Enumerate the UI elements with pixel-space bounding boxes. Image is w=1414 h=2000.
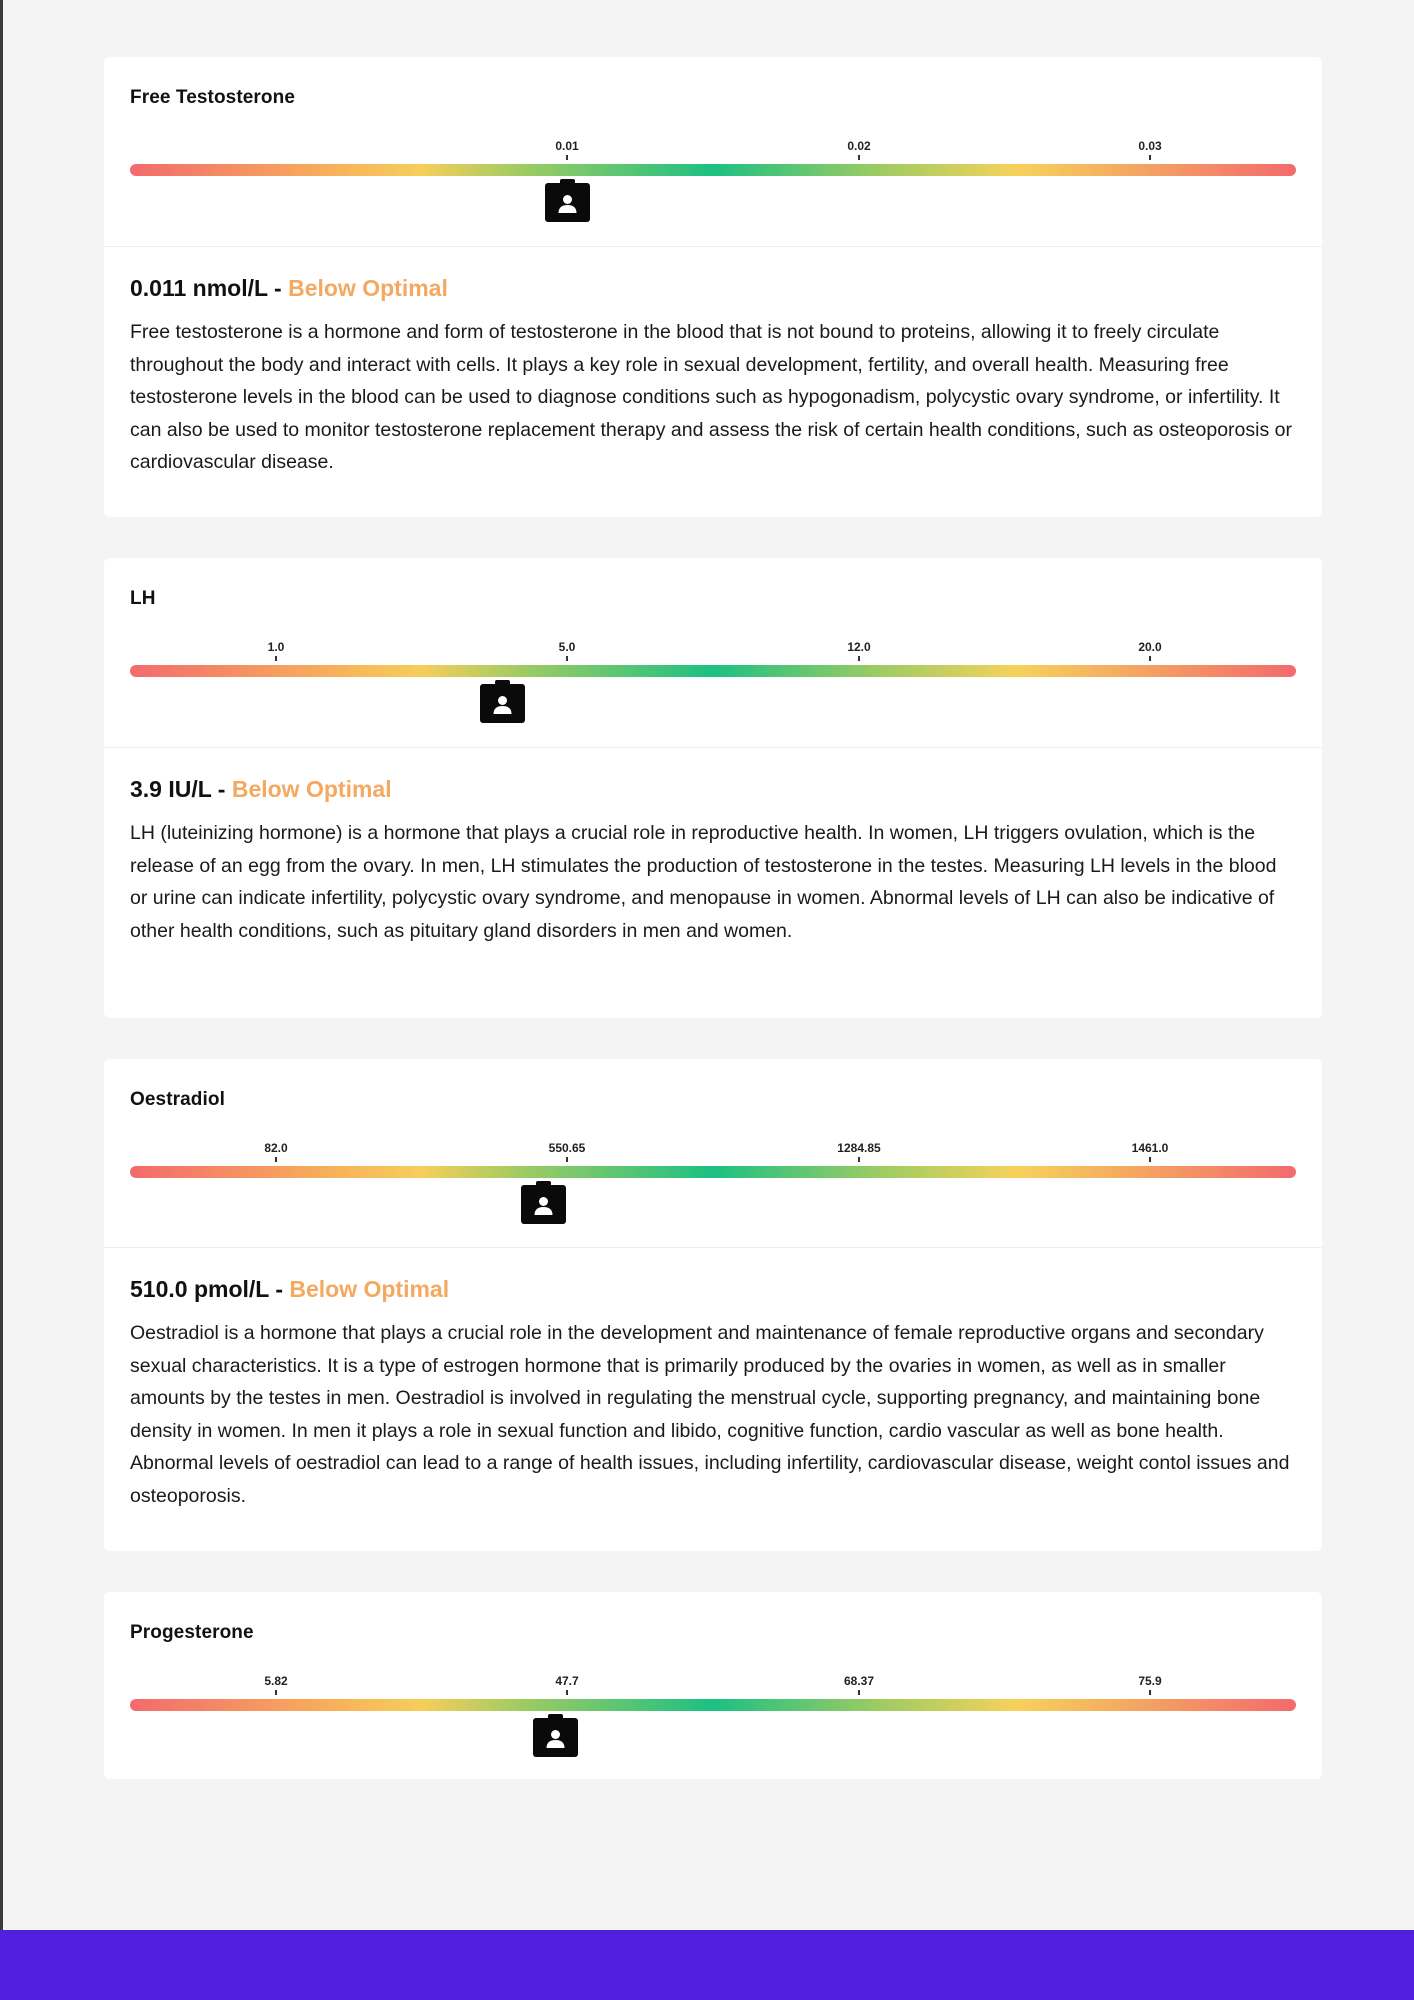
biomarker-title: LH <box>130 588 156 609</box>
tick-label: 5.82 <box>264 1674 288 1688</box>
gauge-section <box>104 1592 1322 1779</box>
result-separator: - <box>217 776 226 802</box>
tick-mark <box>566 155 568 160</box>
tick-mark <box>275 656 277 661</box>
gauge-section <box>104 558 1322 747</box>
result-section <box>104 1248 1322 1542</box>
gauge-section <box>104 1059 1322 1247</box>
tick-mark <box>858 1157 860 1162</box>
user-result-marker <box>533 1718 578 1757</box>
tick-mark <box>566 1157 568 1162</box>
tick-label: 0.02 <box>847 139 871 153</box>
tick-mark <box>858 1690 860 1695</box>
biomarker-title: Oestradiol <box>130 1089 225 1110</box>
result-status: Below Optimal <box>288 275 448 301</box>
tick-label: 5.0 <box>558 640 576 654</box>
tick-mark <box>1149 155 1151 160</box>
tick-mark <box>275 1157 277 1162</box>
tick-label: 47.7 <box>555 1674 579 1688</box>
result-status: Below Optimal <box>289 1276 450 1302</box>
result-line <box>130 1276 1296 1303</box>
tick-mark <box>275 1690 277 1695</box>
tick-label: 68.37 <box>843 1674 875 1688</box>
tick-label: 82.0 <box>264 1141 288 1155</box>
biomarker-card-lh <box>104 558 1322 1018</box>
user-result-marker <box>545 183 590 222</box>
person-badge-icon <box>545 1729 566 1749</box>
range-gauge-bar <box>130 665 1296 677</box>
range-gauge-bar <box>130 1166 1296 1178</box>
tick-label: 0.01 <box>555 139 579 153</box>
range-gauge-bar <box>130 1699 1296 1711</box>
tick-label: 20.0 <box>1138 640 1162 654</box>
tick-label: 550.65 <box>548 1141 586 1155</box>
biomarker-title: Free Testosterone <box>130 87 296 108</box>
result-separator: - <box>275 1276 283 1302</box>
biomarker-card-progesterone <box>104 1592 1322 1779</box>
person-badge-icon <box>557 194 578 214</box>
tick-label: 1461.0 <box>1131 1141 1169 1155</box>
person-badge-icon <box>533 1196 554 1216</box>
biomarker-description: LH (luteinizing hormone) is a hormone that plays a crucial role in reproductive health. In women, LH triggers ovulation, which is the release of an egg from the ovary. In men, LH stimulates the production of testosterone in the testes. Measuring LH levels in the blood or urine can indicate infertility, polycystic ovary syndrome, and menopause in women. Abnormal levels of LH can also be indicative of other health conditions, such as pituitary gland disorders in men and women. <box>130 822 1277 942</box>
tick-mark <box>1149 656 1151 661</box>
tick-mark <box>1149 1690 1151 1695</box>
result-value: 510.0 pmol/L <box>130 1276 269 1302</box>
tick-label: 1284.85 <box>837 1141 881 1155</box>
gauge-section <box>104 57 1322 246</box>
result-section <box>104 247 1322 509</box>
result-line <box>130 776 1296 803</box>
window-left-edge <box>0 0 3 2000</box>
user-result-marker <box>480 684 525 723</box>
biomarker-description: Oestradiol is a hormone that plays a crucial role in the development and maintenance of female reproductive organs and secondary sexual characteristics. It is a type of estrogen hormone that is primarily produced by the ovaries in women, as well as in smaller amounts by the testes in men. Oestradiol is involved in regulating the menstrual cycle, supporting pregnancy, and maintaining bone density in women. In men it plays a role in sexual function and libido, cognitive function, cardio vascular as well as bone health. Abnormal levels of oestradiol can lead to a range of health issues, including infertility, cardiovascular disease, weight contol issues and osteoporosis. <box>130 1322 1290 1507</box>
biomarker-card-free-testosterone <box>104 57 1322 517</box>
biomarker-description: Free testosterone is a hormone and form of testosterone in the blood that is not bound to proteins, allowing it to freely circulate throughout the body and interact with cells. It plays a key role in sexual development, fertility, and overall health. Measuring free testosterone levels in the blood can be used to diagnose conditions such as hypogonadism, polycystic ovary syndrome, or infertility. It can also be used to monitor testosterone replacement therapy and assess the risk of certain health conditions, such as osteoporosis or cardiovascular disease. <box>130 321 1292 473</box>
result-section <box>104 748 1322 977</box>
tick-mark <box>566 1690 568 1695</box>
result-status: Below Optimal <box>231 776 392 802</box>
range-gauge-bar <box>130 164 1296 176</box>
tick-mark <box>1149 1157 1151 1162</box>
tick-mark <box>566 656 568 661</box>
result-line <box>130 275 1296 302</box>
tick-mark <box>858 656 860 661</box>
tick-label: 75.9 <box>1138 1674 1162 1688</box>
person-badge-icon <box>492 695 513 715</box>
result-value: 3.9 IU/L <box>130 776 212 802</box>
tick-mark <box>858 155 860 160</box>
result-value: 0.011 nmol/L <box>130 275 268 301</box>
tick-label: 1.0 <box>267 640 285 654</box>
result-separator: - <box>274 275 282 301</box>
biomarker-title: Progesterone <box>130 1622 254 1643</box>
tick-label: 0.03 <box>1138 139 1162 153</box>
footer-bar <box>0 1930 1414 2000</box>
user-result-marker <box>521 1185 566 1224</box>
biomarker-card-oestradiol <box>104 1059 1322 1551</box>
tick-label: 12.0 <box>847 640 871 654</box>
